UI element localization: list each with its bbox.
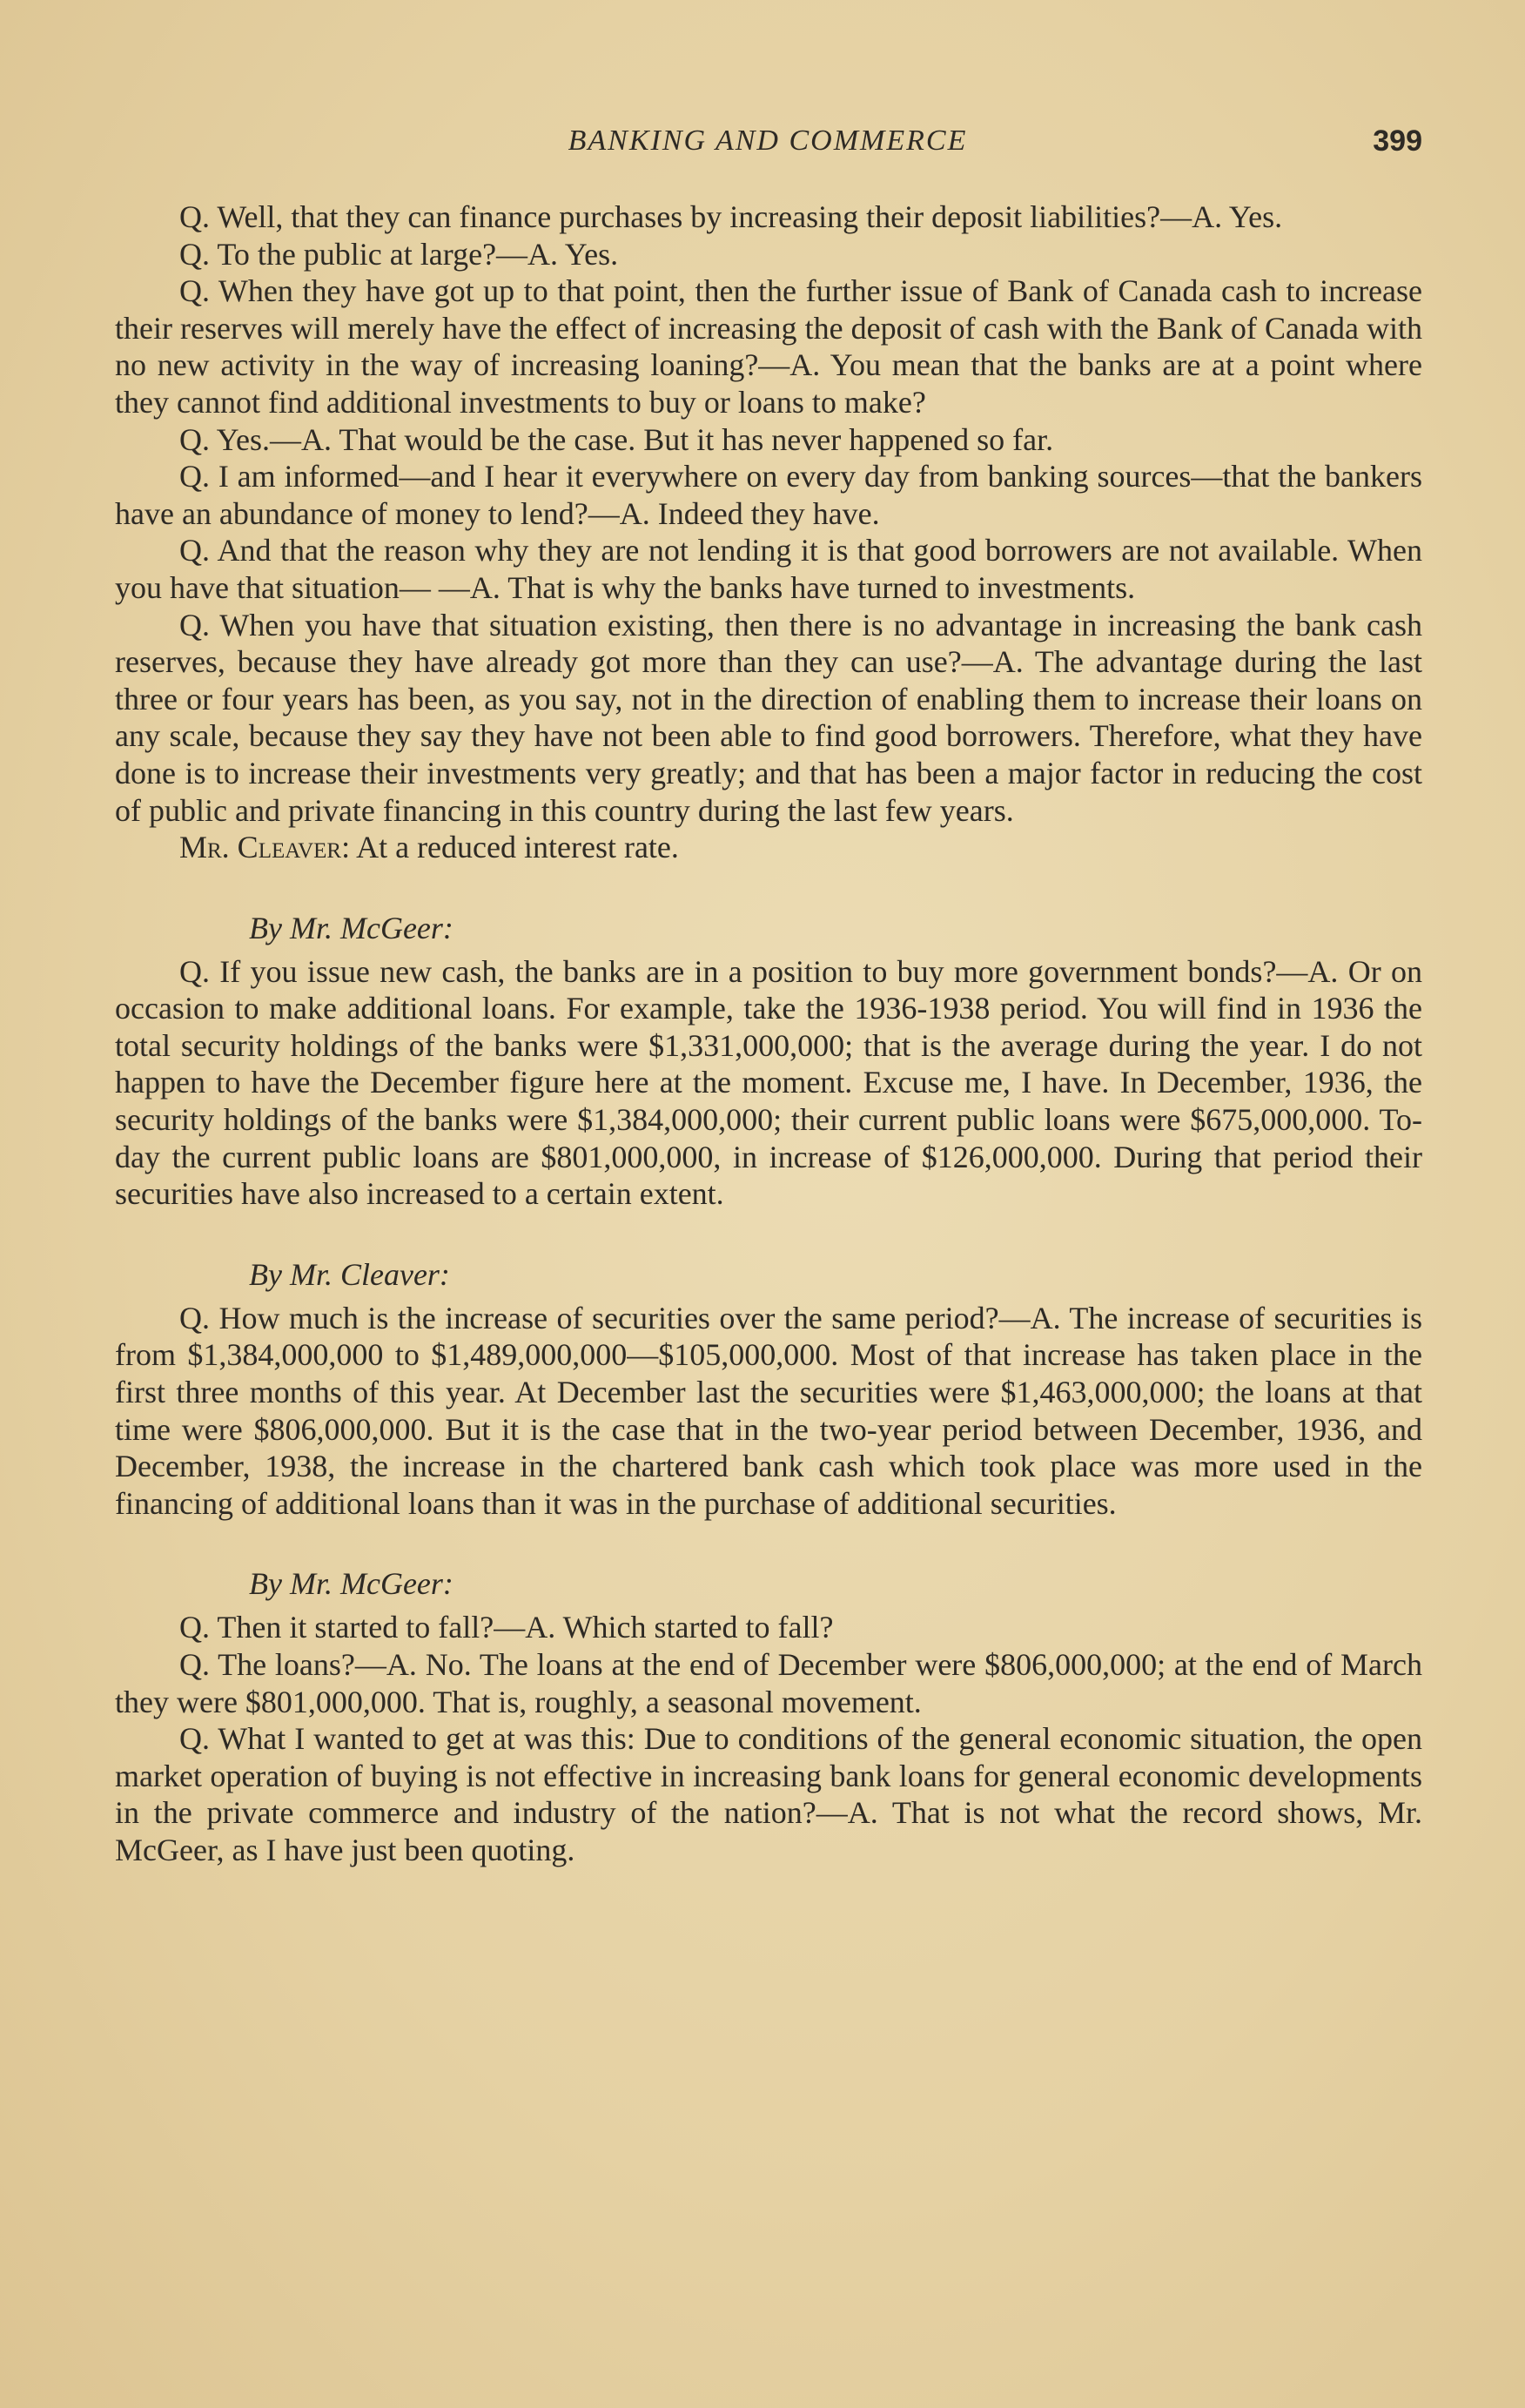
page-number: 399 (1373, 124, 1422, 158)
speaker-text: At a reduced interest rate. (350, 830, 679, 865)
examiner-heading: By Mr. McGeer: (249, 910, 453, 945)
paragraph (115, 829, 1422, 866)
running-head: BANKING AND COMMERCE (568, 124, 968, 157)
body-text (115, 198, 1422, 1869)
paragraph: Q. If you issue new cash, the banks are in a position to buy more government bonds?—A. Or on occasion to make additional loans. For example, take the 1936-1938 period. You will find in 1936 the total security holdings of the banks were $1,331,000,000; that is the average during the year. I do not happen to have the December figure here at the moment. Excuse me, I have. In December, 1936, the security holdings of the banks were $1,384,000,000; their current public loans were $675,000,000. To-day the current public loans are $801,000,000, in increase of $126,000,000. During that period their securities have also increased to a certain extent. (115, 953, 1422, 1212)
paragraph: Q. The loans?—A. No. The loans at the end of December were $806,000,000; at the end of March they were $801,000,000. That is, roughly, a seasonal movement. (115, 1647, 1422, 1719)
paragraph: Q. And that the reason why they are not lending it is that good borrowers are not available. When you have that situation— —A. That is why the banks have turned to investments. (115, 533, 1422, 605)
paragraph: Q. Then it started to fall?—A. Which started to fall? (179, 1610, 834, 1645)
paragraph: Q. Well, that they can finance purchases by increasing their deposit liabilities?—A. Yes. (179, 199, 1283, 234)
paragraph: Q. How much is the increase of securities over the same period?—A. The increase of securities is from $1,384,000,000 to $1,489,000,000—$105,000,000. Most of that increase has taken place in the first three months of this year. At December last the securities were $1,463,000,000; the loans at that time were $806,000,000. But it is the case that in the two-year period between December, 1936, and December, 1938, the increase in the chartered bank cash which took place was more used in the financing of additional loans than it was in the purchase of additional securities. (115, 1300, 1422, 1521)
speaker-name: Mr. Cleaver: (179, 830, 351, 865)
paragraph: Q. What I wanted to get at was this: Due to conditions of the general economic situation, the open market operation of buying is not effective in increasing bank loans for general economic developments in the private commerce and industry of the nation?—A. That is not what the record shows, Mr. McGeer, as I have just been quoting. (115, 1721, 1422, 1867)
paragraph: Q. When they have got up to that point, then the further issue of Bank of Canada cash to increase their reserves will merely have the effect of increasing the deposit of cash with the Bank of Canada with no new activity in the way of increasing loaning?—A. You mean that the banks are at a point where they cannot find additional investments to buy or loans to make? (115, 273, 1422, 420)
paragraph: Q. When you have that situation existing, then there is no advantage in increasing the bank cash reserves, because they have already got more than they can use?—A. The advantage during the last three or four years has been, as you say, not in the direction of enabling them to increase their loans on any scale, because they say they have not been able to find good borrowers. Therefore, what they have done is to increase their investments very greatly; and that has been a major factor in reducing the cost of public and private financing in this country during the last few years. (115, 607, 1422, 828)
page-header (113, 124, 1422, 168)
paragraph: Q. I am informed—and I hear it everywhere on every day from banking sources—that the bankers have an abundance of money to lend?—A. Indeed they have. (115, 459, 1422, 531)
paragraph: Q. To the public at large?—A. Yes. (179, 236, 619, 272)
paragraph: Q. Yes.—A. That would be the case. But it has never happened so far. (179, 421, 1054, 457)
examiner-heading: By Mr. McGeer: (249, 1566, 453, 1602)
examiner-heading: By Mr. Cleaver: (249, 1256, 450, 1292)
